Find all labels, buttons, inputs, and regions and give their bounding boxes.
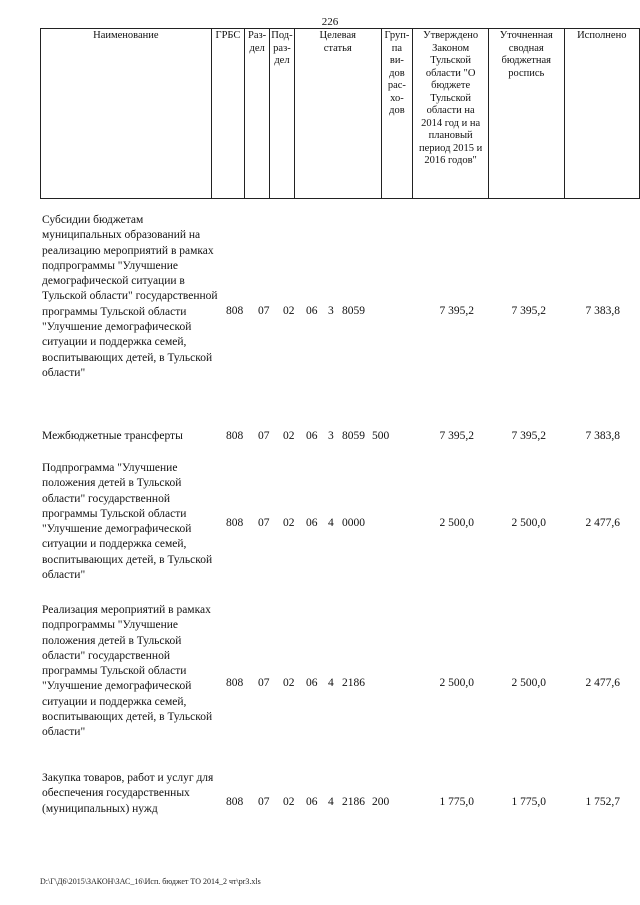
header-subsection: Под- раз- дел: [269, 29, 294, 199]
row-subsection: 02: [283, 796, 295, 808]
row-target-program: 06: [306, 796, 318, 808]
page-number: 226: [321, 16, 339, 28]
row-target-direction: 2186: [342, 796, 365, 808]
header-refined: Уточненная сводная бюджетная роспись: [488, 29, 564, 199]
header-section: Раз- дел: [245, 29, 270, 199]
row-executed: 2 477,6: [585, 677, 620, 689]
row-name: Субсидии бюджетам муниципальных образований на реализацию мероприятий в рамках подпрограммы "Улучшение демографической ситуации в Тульской области" государственной программы Тульской области "Улучшение демографической ситуации и поддержка семей, воспитывающих детей, в Тульской области": [42, 214, 218, 379]
row-name: Закупка товаров, работ и услуг для обеспечения государственных (муниципальных) нужд: [42, 772, 214, 815]
row-target-subprogram: 4: [328, 677, 334, 689]
row-target-program: 06: [306, 677, 318, 689]
row-target-program: 06: [306, 430, 318, 442]
row-target-subprogram: 3: [328, 305, 334, 317]
row-refined: 2 500,0: [511, 517, 546, 529]
row-subsection: 02: [283, 517, 295, 529]
row-section: 07: [258, 430, 270, 442]
row-approved: 2 500,0: [439, 517, 474, 529]
row-refined: 7 395,2: [511, 430, 546, 442]
header-name: Наименование: [41, 29, 212, 199]
header-expense-group: Груп- па ви- дов рас- хо- дов: [381, 29, 413, 199]
header-target: Целевая статья: [294, 29, 381, 199]
row-subsection: 02: [283, 305, 295, 317]
row-target-subprogram: 4: [328, 796, 334, 808]
row-section: 07: [258, 305, 270, 317]
row-executed: 7 383,8: [585, 305, 620, 317]
row-section: 07: [258, 677, 270, 689]
row-grbs: 808: [226, 796, 244, 808]
row-target-direction: 0000: [342, 517, 365, 529]
row-target-direction: 8059: [342, 305, 365, 317]
row-target-direction: 8059: [342, 430, 365, 442]
row-name: Межбюджетные трансферты: [42, 430, 183, 442]
row-approved: 2 500,0: [439, 677, 474, 689]
row-grbs: 808: [226, 517, 244, 529]
row-refined: 1 775,0: [511, 796, 546, 808]
row-subsection: 02: [283, 677, 295, 689]
row-name: Подпрограмма "Улучшение положения детей в Тульской области" государственной программы Тульской области "Улучшение демографической ситуации и поддержка семей, воспитывающих детей, в Тульской области": [42, 462, 213, 582]
row-target-subprogram: 4: [328, 517, 334, 529]
file-path-footer: D:\Г\Д6\2015\ЗАКОН\ЗАС_16\Исп. бюджет ТО 2014_2 чт\pr3.xls: [40, 877, 261, 886]
row-expense-group: 500: [372, 430, 390, 442]
row-expense-group: 200: [372, 796, 390, 808]
row-name: Реализация мероприятий в рамках подпрограммы "Улучшение положения детей в Тульской области" государственной программы Тульской области "Улучшение демографической ситуации и поддержка семей, воспитывающих детей, в Тульской области": [42, 604, 213, 739]
row-grbs: 808: [226, 305, 244, 317]
row-grbs: 808: [226, 677, 244, 689]
header-executed: Исполнено: [564, 29, 639, 199]
row-target-program: 06: [306, 305, 318, 317]
row-target-program: 06: [306, 517, 318, 529]
row-target-subprogram: 3: [328, 430, 334, 442]
header-grbs: ГРБС: [211, 29, 245, 199]
row-target-direction: 2186: [342, 677, 365, 689]
row-executed: 1 752,7: [585, 796, 620, 808]
row-subsection: 02: [283, 430, 295, 442]
row-grbs: 808: [226, 430, 244, 442]
row-executed: 2 477,6: [585, 517, 620, 529]
row-approved: 7 395,2: [439, 430, 474, 442]
row-approved: 7 395,2: [439, 305, 474, 317]
row-refined: 2 500,0: [511, 677, 546, 689]
header-approved: Утверждено Законом Тульской области "О бюджете Тульской области на 2014 год и на плановый период 2015 и 2016 годов": [413, 29, 489, 199]
row-section: 07: [258, 796, 270, 808]
row-refined: 7 395,2: [511, 305, 546, 317]
row-approved: 1 775,0: [439, 796, 474, 808]
row-section: 07: [258, 517, 270, 529]
row-executed: 7 383,8: [585, 430, 620, 442]
